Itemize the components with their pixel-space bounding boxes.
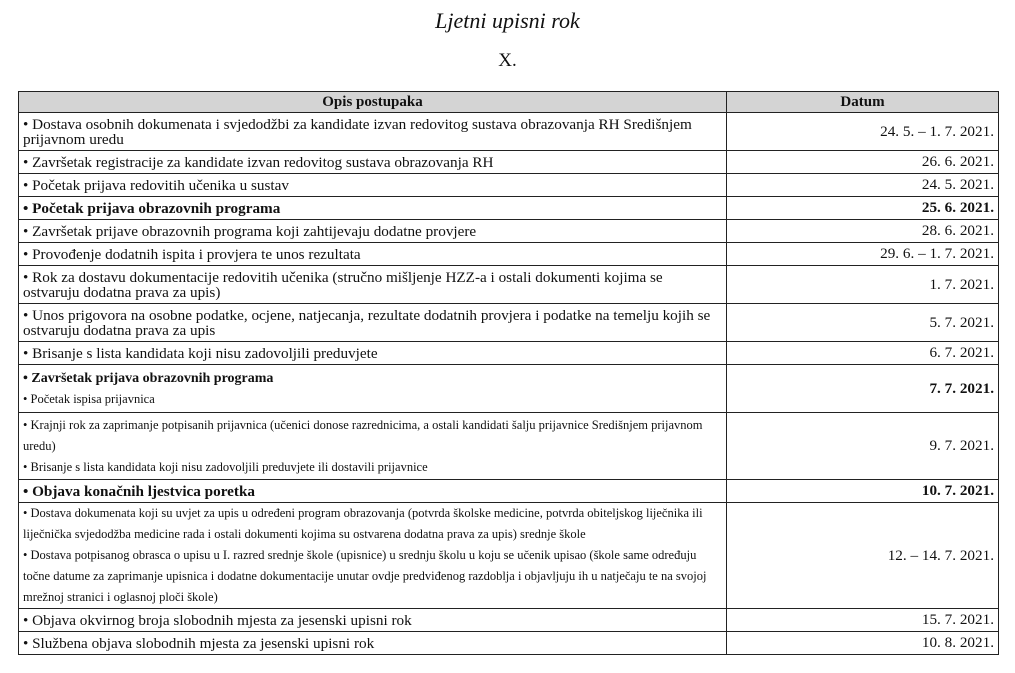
- row-description-line: • Dostava potpisanog obrasca o upisu u I. razred srednje škole (upisnice) u srednju školu u koju se učenik upisao (škole same određuju točne datume za zaprimanje upisnica i dodatne dokumentacije unutar ovdje predviđenog razdoblja i objavljuju ih u natječaju te na svojoj mrežnoj stranici i oglasnoj ploči škole): [23, 548, 707, 604]
- table-row: [19, 342, 999, 365]
- row-description: [19, 503, 727, 609]
- row-description: [19, 632, 727, 655]
- row-description: [19, 220, 727, 243]
- row-description: [19, 243, 727, 266]
- table-row: [19, 632, 999, 655]
- row-date: 24. 5. 2021.: [727, 174, 999, 197]
- row-date: 25. 6. 2021.: [727, 197, 999, 220]
- row-date: 26. 6. 2021.: [727, 151, 999, 174]
- row-date: 1. 7. 2021.: [727, 266, 999, 304]
- row-description: [19, 266, 727, 304]
- table-row: [19, 174, 999, 197]
- row-description-line: • Provođenje dodatnih ispita i provjera te unos rezultata: [23, 245, 361, 263]
- row-description-line: • Unos prigovora na osobne podatke, ocjene, natjecanja, rezultate dodatnih provjera i podatke na temelju kojih se ostvaruju dodatna prava za upis: [23, 306, 711, 339]
- row-description-line: • Krajnji rok za zaprimanje potpisanih prijavnica (učenici donose razrednicima, a ostali kandidati šalju prijavnice Središnjem prijavnom uredu): [23, 417, 703, 453]
- table-row: [19, 220, 999, 243]
- table-row: [19, 197, 999, 220]
- row-description-line: • Brisanje s lista kandidata koji nisu zadovoljili preduvjete ili dostavili prijavnice: [23, 459, 428, 474]
- header-description: Opis postupaka: [19, 92, 727, 113]
- table-row: [19, 151, 999, 174]
- table-row: [19, 480, 999, 503]
- row-date: 29. 6. – 1. 7. 2021.: [727, 243, 999, 266]
- row-description-line: • Dostava dokumenata koji su uvjet za upis u određeni program obrazovanja (potvrda školske medicine, potvrda obiteljskog liječnika ili liječnička svjedodžba medicine rada i ostali dokumenti kojima su ostvarena dodatna prava za upis) srednje škole: [23, 506, 703, 541]
- row-description: [19, 197, 727, 220]
- row-description: [19, 480, 727, 503]
- table-row: [19, 609, 999, 632]
- schedule-table: [18, 91, 999, 655]
- table-row: [19, 503, 999, 609]
- row-description-line: • Rok za dostavu dokumentacije redovitih učenika (stručno mišljenje HZZ-a i ostali dokumenti kojima se ostvaruju dodatna prava za upis): [23, 268, 663, 301]
- row-description: [19, 342, 727, 365]
- row-description-line: • Završetak prijava obrazovnih programa: [23, 370, 274, 386]
- table-row: [19, 243, 999, 266]
- row-date: 12. – 14. 7. 2021.: [727, 503, 999, 609]
- section-number: X.: [498, 50, 517, 71]
- row-description: [19, 365, 727, 413]
- page-title: Ljetni upisni rok: [435, 8, 580, 33]
- row-description-line: • Brisanje s lista kandidata koji nisu zadovoljili preduvjete: [23, 344, 378, 362]
- table-row: [19, 304, 999, 342]
- row-description-line: • Službena objava slobodnih mjesta za jesenski upisni rok: [23, 634, 375, 652]
- row-date: 5. 7. 2021.: [727, 304, 999, 342]
- row-description-line: • Početak ispisa prijavnica: [23, 391, 155, 406]
- row-description-line: • Završetak registracije za kandidate izvan redovitog sustava obrazovanja RH: [23, 153, 494, 171]
- row-description: [19, 151, 727, 174]
- row-description: [19, 174, 727, 197]
- row-date: 28. 6. 2021.: [727, 220, 999, 243]
- row-description-line: • Objava okvirnog broja slobodnih mjesta za jesenski upisni rok: [23, 611, 412, 629]
- header-date: Datum: [727, 92, 999, 113]
- row-date: 9. 7. 2021.: [727, 413, 999, 480]
- row-description: [19, 304, 727, 342]
- row-date: 15. 7. 2021.: [727, 609, 999, 632]
- row-date: 7. 7. 2021.: [727, 365, 999, 413]
- row-description-line: • Objava konačnih ljestvica poretka: [23, 482, 256, 500]
- row-date: 10. 7. 2021.: [727, 480, 999, 503]
- row-date: 10. 8. 2021.: [727, 632, 999, 655]
- row-description-line: • Završetak prijave obrazovnih programa koji zahtijevaju dodatne provjere: [23, 222, 477, 240]
- row-description: [19, 413, 727, 480]
- table-row: [19, 365, 999, 413]
- row-description: [19, 609, 727, 632]
- row-description-line: • Dostava osobnih dokumenata i svjedodžbi za kandidate izvan redovitog sustava obrazovanja RH Središnjem prijavnom uredu: [23, 115, 692, 148]
- row-description-line: • Početak prijava obrazovnih programa: [23, 199, 281, 217]
- table-row: [19, 413, 999, 480]
- table-header-row: [19, 92, 999, 113]
- row-date: 6. 7. 2021.: [727, 342, 999, 365]
- table-row: [19, 113, 999, 151]
- table-row: [19, 266, 999, 304]
- row-date: 24. 5. – 1. 7. 2021.: [727, 113, 999, 151]
- table-body: [19, 113, 999, 655]
- row-description-line: • Početak prijava redovitih učenika u sustav: [23, 176, 289, 194]
- row-description: [19, 113, 727, 151]
